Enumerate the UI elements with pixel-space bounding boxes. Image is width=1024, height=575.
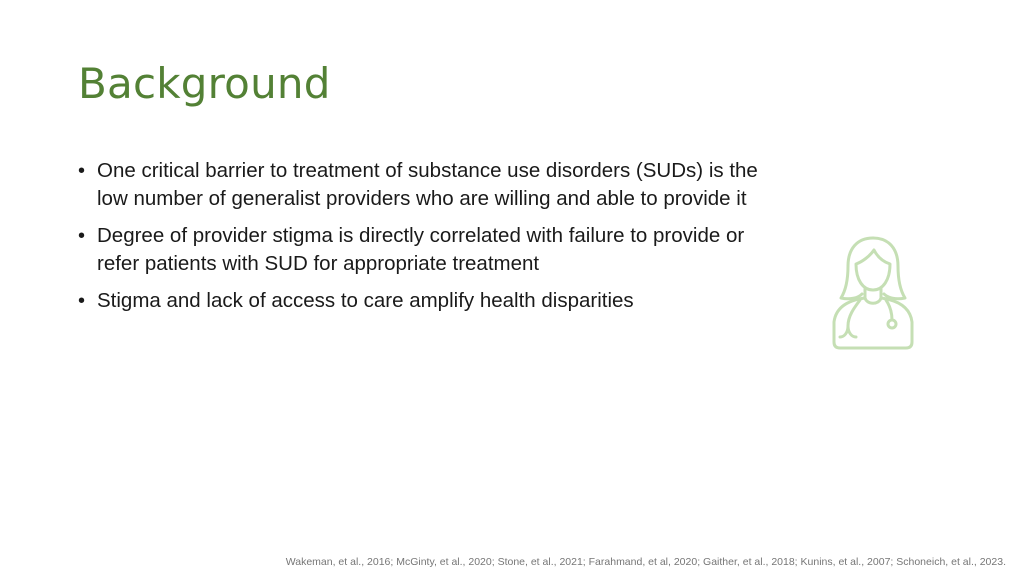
bullet-marker: • <box>78 225 86 247</box>
slide-title: Background <box>78 59 331 108</box>
citation-footer: Wakeman, et al., 2016; McGinty, et al., 2020; Stone, et al., 2021; Farahmand, et al, 2020; Gaither, et al., 2018; Kunins, et al., 2007; Schoneich, et al., 2023. <box>285 556 1006 568</box>
bullet-list <box>78 157 768 324</box>
female-doctor-stethoscope-icon <box>826 234 920 352</box>
bullet-marker: • <box>78 290 86 312</box>
bullet-item <box>78 157 768 213</box>
bullet-item <box>78 222 768 278</box>
bullet-text: Stigma and lack of access to care amplify health disparities <box>97 289 634 312</box>
bullet-text: One critical barrier to treatment of substance use disorders (SUDs) is the low number of generalist providers who are willing and able to provide it <box>97 159 758 210</box>
bullet-item <box>78 287 768 315</box>
bullet-text: Degree of provider stigma is directly correlated with failure to provide or refer patients with SUD for appropriate treatment <box>97 224 745 275</box>
bullet-marker: • <box>78 160 86 182</box>
